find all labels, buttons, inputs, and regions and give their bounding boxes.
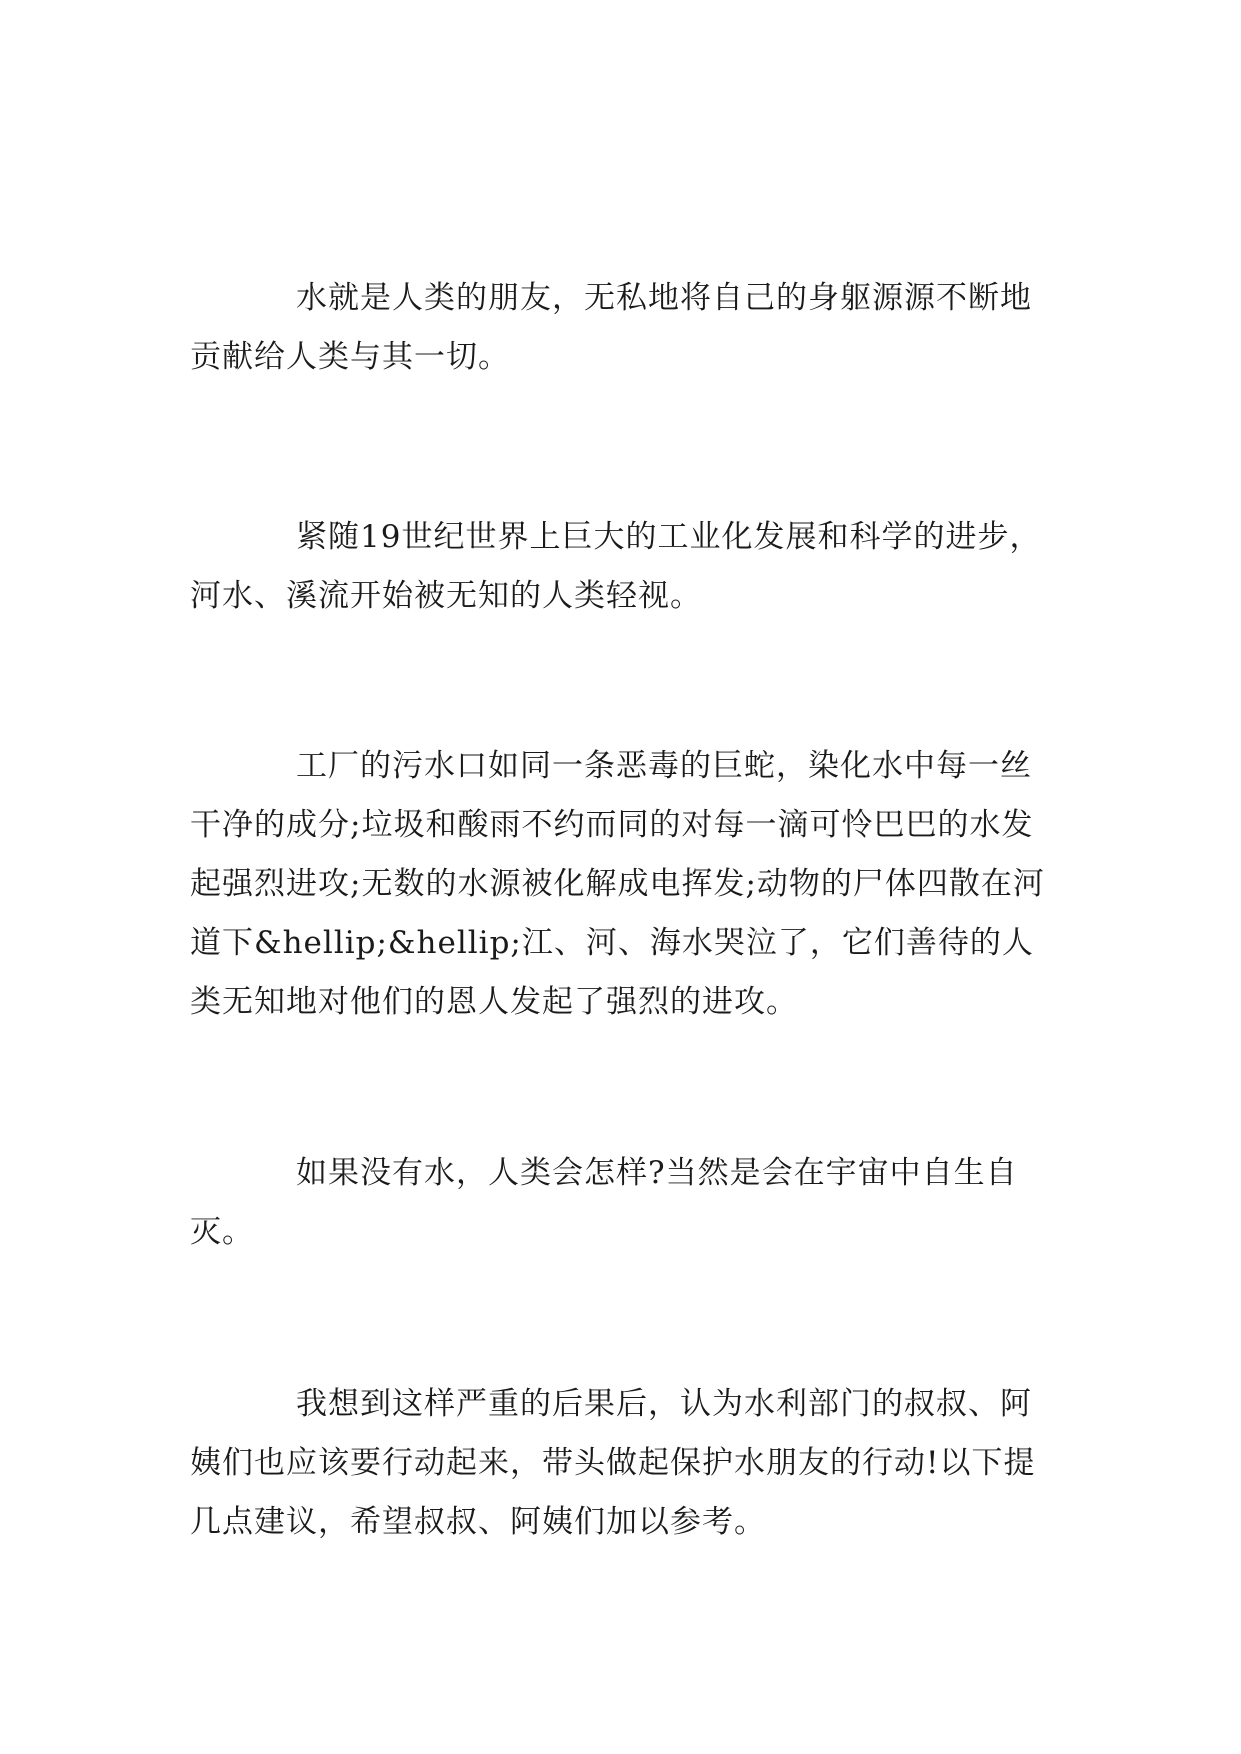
paragraph-3: 工厂的污水口如同一条恶毒的巨蛇，染化水中每一丝干净的成分;垃圾和酸雨不约而同的对每一滴可怜巴巴的水发起强烈进攻;无数的水源被化解成电挥发;动物的尸体四散在河道下&hellip;&hellip;江、河、海水哭泣了，它们善待的人类无知地对他们的恩人发起了强烈的进攻。 xyxy=(190,748,1045,1020)
paragraph-5: 我想到这样严重的后果后，认为水利部门的叔叔、阿姨们也应该要行动起来，带头做起保护水朋友的行动!以下提几点建议，希望叔叔、阿姨们加以参考。 xyxy=(190,1386,1036,1540)
paragraph-4: 如果没有水，人类会怎样?当然是会在宇宙中自生自灭。 xyxy=(190,1155,1018,1250)
paragraph-1: 水就是人类的朋友，无私地将自己的身躯源源不断地贡献给人类与其一切。 xyxy=(190,280,1032,375)
paragraph-2: 紧随19世纪世界上巨大的工业化发展和科学的进步，河水、溪流开始被无知的人类轻视。 xyxy=(190,519,1042,614)
